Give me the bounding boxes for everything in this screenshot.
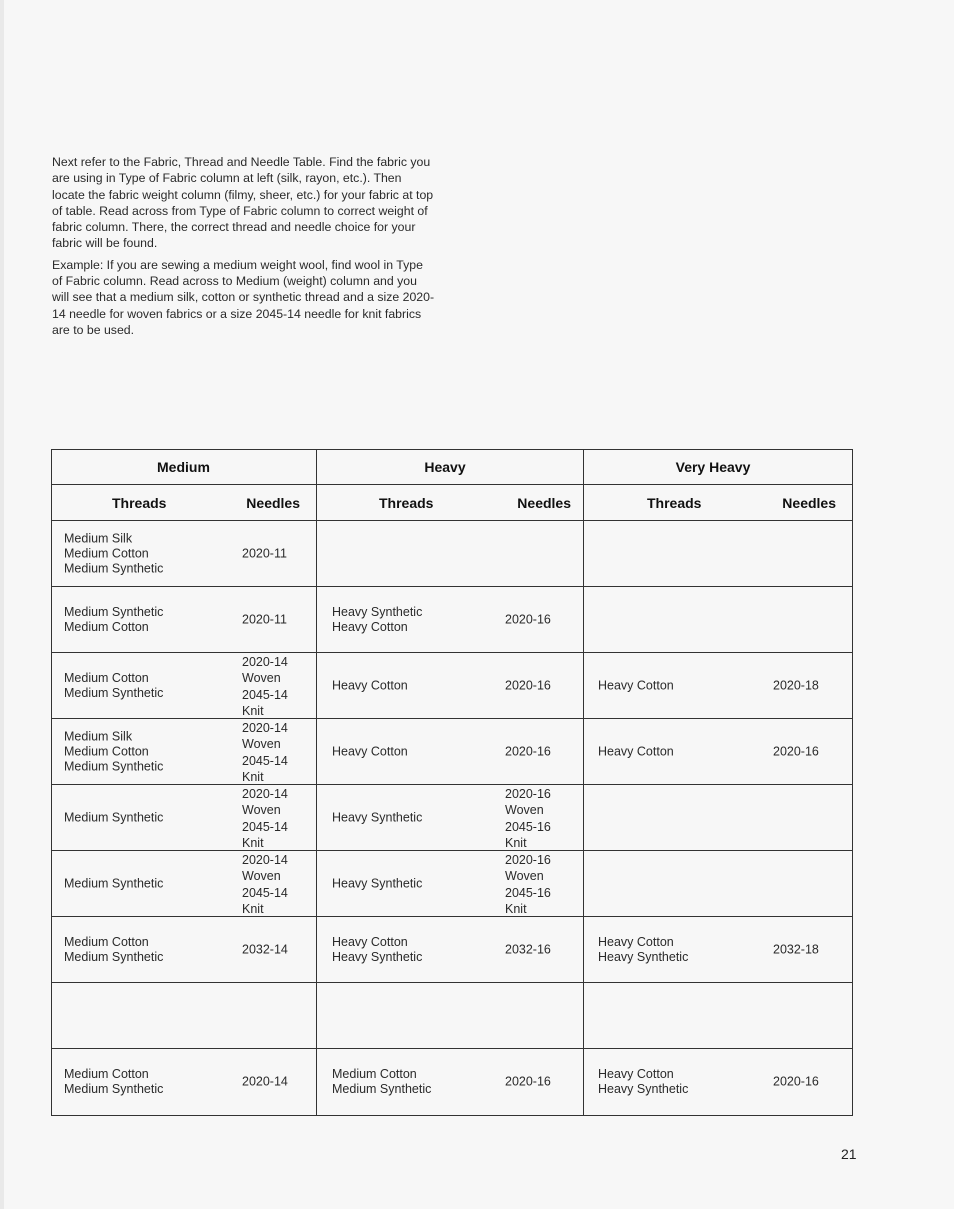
needle-item: Woven [242,670,281,685]
needle-item: 2020-14 [242,655,288,669]
cell-very-heavy [584,851,852,916]
table-row [52,653,852,719]
needle-item: 2032-14 [242,942,288,956]
thread-item: Heavy Cotton [332,619,408,634]
table-subheader-row [52,485,852,521]
thread-list [332,876,422,891]
group-header-heavy: Heavy [317,450,584,484]
thread-list [64,876,163,891]
thread-item: Medium Cotton [64,619,149,634]
needle-list [505,787,551,851]
cell-medium [52,983,317,1048]
needle-item: 2045-14 [242,754,288,768]
cell-very-heavy [584,719,852,784]
needle-item: Woven [242,802,281,817]
needle-list [505,1075,551,1090]
needle-item: 2045-16 [505,886,551,900]
thread-item: Medium Synthetic [332,1082,432,1096]
subheader-medium [52,485,317,520]
thread-list [332,935,422,965]
needle-item: Woven [242,868,281,883]
intro-text [52,154,436,343]
fabric-thread-needle-table [51,449,853,1116]
thread-item: Medium Cotton [332,1067,417,1081]
needle-item: 2032-18 [773,942,819,956]
thread-list [64,935,163,965]
thread-item: Medium Synthetic [64,561,164,575]
needle-item: Knit [242,901,264,916]
thread-list [64,531,163,576]
needle-list [242,721,288,785]
needle-list [505,853,551,917]
needle-item: 2020-14 [242,853,288,867]
page-number: 21 [841,1146,857,1162]
needle-list [505,744,551,759]
needle-item: Knit [505,835,527,850]
subheader-very-heavy [584,485,852,520]
needle-list [505,612,551,627]
needle-item: 2020-16 [505,744,551,758]
table-group-header-row [52,450,852,485]
thread-item: Medium Synthetic [64,759,164,773]
needle-item: 2045-14 [242,820,288,834]
needle-item: 2020-16 [505,1074,551,1089]
needle-item: 2020-16 [505,787,551,801]
needle-item: 2045-14 [242,688,288,702]
thread-list [64,810,163,825]
group-header-very-heavy: Very Heavy [675,459,751,475]
cell-heavy [317,719,584,784]
thread-list [332,810,422,825]
thread-item: Heavy Cotton [332,934,408,949]
needle-list [505,942,551,957]
threads-header: Threads [379,494,434,511]
thread-item: Medium Cotton [64,670,149,685]
thread-item: Heavy Cotton [332,678,408,692]
needle-item: 2020-18 [773,678,819,692]
thread-list [332,605,422,635]
thread-list [332,678,408,693]
cell-heavy [317,917,584,982]
cell-heavy [317,851,584,916]
needle-item: Woven [505,802,544,817]
thread-item: Medium Silk [64,729,133,743]
cell-heavy [317,983,584,1048]
threads-header: Threads [112,494,167,511]
intro-paragraph-1: Next refer to the Fabric, Thread and Needle Table. Find the fabric you are using in Type of Fabric column at left (silk, rayon, etc.). Then locate the fabric weight column (filmy, sheer, etc.) for your fabric at top of table. Read across from Type of Fabric column to correct weight of fabric column. There, the correct thread and needle choice for your fabric will be found. [52,155,434,251]
subheader-heavy [317,485,584,520]
thread-list [64,1067,163,1097]
needles-header: Needles [517,494,571,511]
thread-item: Heavy Synthetic [598,1082,689,1096]
threads-header: Threads [647,494,702,511]
thread-list [64,729,163,774]
needle-item: 2020-16 [773,744,819,758]
thread-item: Medium Synthetic [64,685,164,700]
thread-item: Medium Synthetic [64,604,164,619]
needle-item: Knit [242,769,264,784]
thread-item: Medium Synthetic [64,810,164,824]
needle-list [773,942,819,957]
needle-list [242,546,287,561]
cell-heavy [317,1049,584,1115]
cell-very-heavy [584,983,852,1048]
needle-item: 2020-11 [242,546,287,560]
table-row [52,1049,852,1115]
table-row [52,785,852,851]
cell-heavy [317,785,584,850]
thread-item: Medium Cotton [64,934,149,949]
thread-item: Medium Synthetic [64,876,164,890]
cell-medium [52,653,317,718]
cell-very-heavy [584,1049,852,1115]
thread-list [64,605,163,635]
needle-item: 2020-16 [773,1074,819,1089]
thread-item: Heavy Synthetic [598,949,689,964]
thread-item: Medium Cotton [64,546,149,560]
thread-item: Heavy Synthetic [332,604,423,619]
cell-very-heavy [584,653,852,718]
needles-header: Needles [782,494,836,511]
thread-item: Medium Cotton [64,1067,149,1081]
table-row [52,521,852,587]
needle-item: Knit [242,703,264,718]
cell-very-heavy [584,917,852,982]
cell-very-heavy [584,785,852,850]
cell-heavy [317,521,584,586]
thread-item: Heavy Cotton [332,744,408,758]
cell-heavy [317,653,584,718]
needle-item: 2045-16 [505,820,551,834]
needle-list [505,678,551,693]
table-body [52,521,852,1115]
thread-list [598,744,674,759]
page-edge [0,0,4,1209]
needle-item: 2020-14 [242,721,288,735]
thread-item: Heavy Cotton [598,678,674,692]
needle-list [773,744,819,759]
needle-item: Woven [242,736,281,751]
thread-item: Heavy Synthetic [332,949,423,964]
thread-item: Medium Silk [64,531,133,545]
needle-item: Knit [505,901,527,916]
thread-item: Heavy Cotton [598,1067,674,1081]
needle-list [242,942,288,957]
cell-very-heavy [584,587,852,652]
needle-item: 2020-14 [242,1074,288,1089]
group-header-medium: Medium [52,450,317,484]
needle-list [242,612,287,627]
cell-medium [52,1049,317,1115]
needle-item: 2020-14 [242,787,288,801]
cell-medium [52,521,317,586]
needle-item: 2020-11 [242,612,287,626]
needle-list [242,787,288,851]
needle-item: 2032-16 [505,942,551,956]
needle-item: 2020-16 [505,612,551,626]
cell-heavy [317,587,584,652]
thread-item: Heavy Synthetic [332,810,423,824]
needle-item: Woven [505,868,544,883]
thread-item: Heavy Cotton [598,744,674,758]
needle-list [773,1075,819,1090]
table-row [52,983,852,1049]
cell-medium [52,719,317,784]
thread-item: Medium Synthetic [64,1082,164,1096]
table-row [52,851,852,917]
thread-list [64,671,163,701]
needle-list [773,678,819,693]
cell-medium [52,587,317,652]
needle-item: 2045-14 [242,886,288,900]
needle-item: Knit [242,835,264,850]
table-row [52,587,852,653]
needle-list [242,1075,288,1090]
thread-list [598,935,688,965]
needle-item: 2020-16 [505,678,551,692]
thread-item: Heavy Cotton [598,934,674,949]
needle-list [242,655,288,719]
needles-header: Needles [246,494,300,511]
cell-medium [52,785,317,850]
thread-item: Medium Cotton [64,744,149,758]
thread-item: Heavy Synthetic [332,876,423,890]
thread-list [598,1067,688,1097]
cell-very-heavy [584,521,852,586]
cell-medium [52,851,317,916]
cell-medium [52,917,317,982]
thread-list [598,678,674,693]
needle-item: 2020-16 [505,853,551,867]
table-row [52,719,852,785]
thread-item: Medium Synthetic [64,949,164,964]
thread-list [332,1067,431,1097]
thread-list [332,744,408,759]
table-row [52,917,852,983]
needle-list [242,853,288,917]
intro-paragraph-2: Example: If you are sewing a medium weight wool, find wool in Type of Fabric column. Read across to Medium (weight) column and you will see that a medium silk, cotton or synthetic thread and a size 2020-14 needle for woven fabrics or a size 2045-14 needle for knit fabrics are to be used. [52,257,435,337]
